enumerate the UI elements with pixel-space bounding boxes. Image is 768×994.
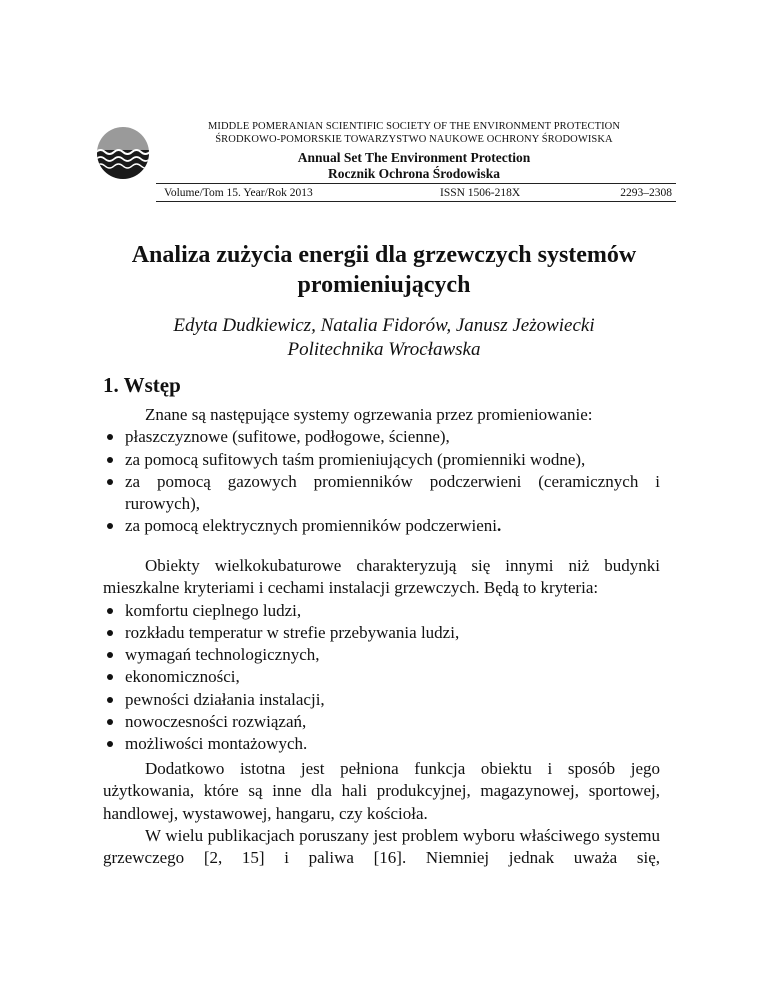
criteria-paragraph: Obiekty wielkokubaturowe charakteryzują się innymi niż budynki mieszkalne kryteriami i cechami instalacji grzewczych. Będą to kryteria: (103, 556, 660, 598)
criteria-block (103, 555, 660, 756)
publications-paragraph: W wielu publikacjach poruszany jest problem wyboru właściwego systemu grzewczego [2, 15] i paliwa [16]. Niemniej jednak uważa się, (103, 825, 660, 868)
intro-block (103, 404, 660, 538)
criteria-list (103, 600, 660, 756)
section-heading: 1. Wstęp (103, 373, 181, 397)
function-paragraph: Dodatkowo istotna jest pełniona funkcja obiektu i sposób jego użytkowania, które są inne dla hali produkcyjnej, magazynowej, sportowej, handlowej, wystawowej, hangaru, czy kościoła. (103, 759, 660, 823)
author-names: Edyta Dudkiewicz, Natalia Fidorów, Janusz Jeżowiecki (173, 315, 595, 336)
journal-meta-row (156, 186, 676, 200)
list-item: wymagań technologicznych, (103, 644, 660, 666)
volume-year: Volume/Tom 15. Year/Rok 2013 (164, 187, 313, 199)
journal-name-pl: Rocznik Ochrona Środowiska (327, 166, 501, 181)
page-range: 2293–2308 (620, 187, 672, 199)
header-rule-top (156, 183, 676, 184)
author-affiliation: Politechnika Wrocławska (287, 339, 481, 360)
issn: ISSN 1506-218X (440, 187, 521, 199)
society-name-pl: ŚRODKOWO-POMORSKIE TOWARZYSTWO NAUKOWE OCHRONY ŚRODOWISKA (215, 134, 613, 145)
list-item: za pomocą elektrycznych promienników podczerwieni. (103, 515, 660, 537)
list-item: możliwości montażowych. (103, 733, 660, 755)
society-name-en: MIDDLE POMERANIAN SCIENTIFIC SOCIETY OF THE ENVIRONMENT PROTECTION (207, 121, 621, 132)
list-item: płaszczyznowe (sufitowe, podłogowe, ścienne), (103, 426, 660, 448)
closing-block (103, 758, 660, 869)
header-rule-bottom (156, 201, 676, 202)
list-item: ekonomiczności, (103, 666, 660, 688)
title-line-1: Analiza zużycia energii dla grzewczych systemów (131, 242, 637, 268)
article-authors (70, 314, 698, 362)
intro-paragraph: Znane są następujące systemy ogrzewania przez promieniowanie: (145, 405, 593, 424)
list-item: nowoczesności rozwiązań, (103, 711, 660, 733)
list-item: za pomocą gazowych promienników podczerwieni (ceramicznych i rurowych), (103, 471, 660, 516)
list-item: za pomocą sufitowych taśm promieniujących (promienniki wodne), (103, 449, 660, 471)
society-logo-icon (96, 126, 150, 180)
title-line-2: promieniujących (297, 272, 471, 298)
list-item: komfortu cieplnego ludzi, (103, 600, 660, 622)
systems-list (103, 426, 660, 537)
article-title (70, 240, 698, 300)
list-item: pewności działania instalacji, (103, 689, 660, 711)
list-item: rozkładu temperatur w strefie przebywania ludzi, (103, 622, 660, 644)
journal-name-en: Annual Set The Environment Protection (297, 150, 531, 165)
